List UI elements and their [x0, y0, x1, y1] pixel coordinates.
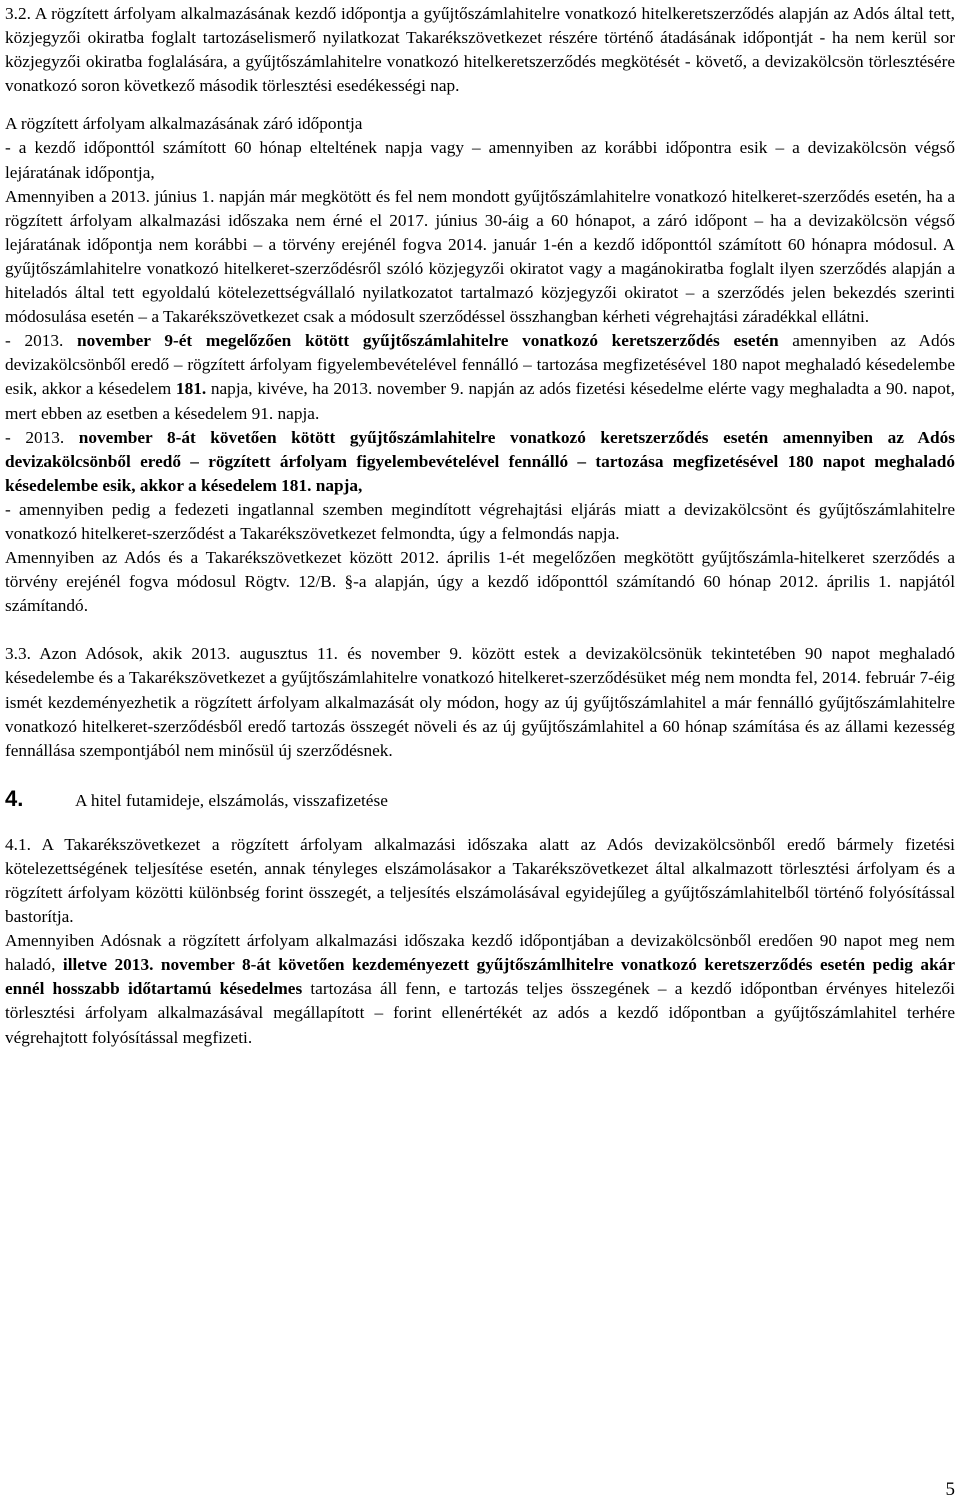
paragraph-2013-november-9: - 2013. november 9-ét megelőzően kötött gyűjtőszámlahitelre vonatkozó keretszerződés esetén amennyiben az Adós devizakölcsönből eredő – rögzített árfolyam figyelembevételével fennálló – tartozása megfizetésével 180 napot meghaladó késedelembe esik, akkor a késedelem 181. napja, kivéve, ha 2013. november 9. napján az adós fizetési késedelme elérte vagy meghaladta a 90. napot, mert ebben az esetben a késedelem 91. napja.	[5, 331, 956, 423]
document-page	[5, 2, 955, 1050]
spacer	[5, 98, 955, 112]
paragraph-overdue-debt: Amennyiben Adósnak a rögzített árfolyam alkalmazási időszaka kezdő időpontjában a devizakölcsönből eredően 90 napot meg nem haladó, illetve 2013. november 8-át követően kezdeményezett gyűjtőszámlhitelre vonatkozó keretszerződés esetén pedig akár ennél hosszabb időtartamú késedelmes tartozása áll fenn, e tartozás teljes összegének – a kezdő időpontban érvényes hitelezői törlesztési árfolyam alkalmazásával megállapított – forint ellenértékét az adós a kezdő időpontban a gyűjtőszámlahitel terhére végrehajtott folyósítással megfizeti.	[5, 931, 955, 1047]
section-number: 4.	[5, 785, 24, 811]
spacer	[5, 618, 955, 642]
paragraph-3-2: 3.2. A rögzített árfolyam alkalmazásának kezdő időpontja a gyűjtőszámlahitelre vonatkozó hitelkeretszerződés alapján az Adós által tett, közjegyzői okiratba foglalt tartozáselismerő nyilatkozat Takarékszövetkezet részére történő átadásának időpontját - ha nem kerül sor közjegyzői okiratba foglalására, a gyűjtőszámlahitelre vonatkozó hitelkeretszerződés megkötését - követő, a devizakölcsön törlesztésére vonatkozó soron következő második törlesztési esedékességi nap.	[5, 4, 955, 96]
section-heading-4	[5, 787, 955, 813]
paragraph-3-3: 3.3. Azon Adósok, akik 2013. augusztus 11. és november 9. között estek a devizakölcsönük tekintetében 90 napot meghaladó késedelembe és a Takarékszövetkezet a gyűjtőszámlahitelre vonatkozó hitelkeret-szerződésüket még nem mondta fel, 2014. február 7-éig ismét kezdeményezhetik a rögzített árfolyam alkalmazását oly módon, hogy az új gyűjtőszámlahitel a már fennálló gyűjtőszámlahitelre vonatkozó hitelkeret-szerződésből eredő tartozás összegét növeli és az új gyűjtőszámlahitel a 60 hónap számítása és az állami kezesség fennállása szempontjából nem minősül új szerződésnek.	[5, 644, 955, 760]
paragraph-2013-june: Amennyiben a 2013. június 1. napján már megkötött és fel nem mondott gyűjtőszámlahitelre vonatkozó hitelkeret-szerződés esetén, ha a rögzített árfolyam alkalmazási időszaka nem érné el 2017. június 30-áig a 60 hónapot, a záró időpont – ha a devizakölcsön végső lejáratának időpontja nem korábbi – a törvény erejénél fogva 2014. január 1-én a kezdő időponttól számított 60 hónapra módosul. A gyűjtőszámlahitelre vonatkozó hitelkeret-szerződésről szóló közjegyzői okiratot vagy a magánokiratba foglalt ilyen szerződés alapján a hiteladós által tett egyoldalú kötelezettségvállaló nyilatkozatot tartalmazó közjegyzői okiratot – a szerződés jelen bekezdés szerinti módosulása esetén – a Takarékszövetkezet csak a módosult szerződéssel összhangban kérheti végrehajtási záradékkal ellátni.	[5, 186, 955, 327]
section-title: A hitel futamideje, elszámolás, visszafizetése	[75, 790, 388, 810]
spacer	[5, 813, 955, 833]
paragraph-2012-april: Amennyiben az Adós és a Takarékszövetkezet között 2012. április 1-ét megelőzően megkötött gyűjtőszámla-hitelkeret szerződés a törvény erejénél fogva módosul Rögtv. 12/B. §-a alapján, úgy a kezdő időponttól számítandó 60 hónap 2012. április 1. napjától számítandó.	[5, 548, 955, 616]
paragraph-foreclosure: - amennyiben pedig a fedezeti ingatlannal szemben megindított végrehajtási eljárás miatt a devizakölcsönt és gyűjtőszámlahitelre vonatkozó hitelkeret-szerződést a Takarékszövetkezet felmondta, úgy a felmondás napja.	[5, 499, 955, 543]
paragraph-closing-date-60-months: - a kezdő időponttól számított 60 hónap elteltének napja vagy – amennyiben az korábbi időpontra esik – a devizakölcsön végső lejáratának időpontja,	[5, 138, 955, 182]
paragraph-closing-date-title: A rögzített árfolyam alkalmazásának záró időpontja	[5, 114, 363, 134]
page-number: 5	[945, 1479, 955, 1500]
spacer	[5, 763, 955, 783]
paragraph-4-1: 4.1. A Takarékszövetkezet a rögzített árfolyam alkalmazási időszaka alatt az Adós devizakölcsönből eredő bármely fizetési kötelezettségének teljesítése esetén, annak tényleges elszámolásakor a Takarékszövetkezet által alkalmazott törlesztési árfolyam és a rögzített árfolyam közötti különbség forint összegét, a teljesítés elszámolásával egyidejűleg a gyűjtőszámlahitelből történő folyósítással bastorítja.	[5, 834, 955, 927]
paragraph-2013-november-8: - 2013. november 8-át követően kötött gyűjtőszámlahitelre vonatkozó keretszerződés esetén amennyiben az Adós devizakölcsönből eredő – rögzített árfolyam figyelembevételével fennálló – tartozása megfizetésével 180 napot meghaladó késedelembe esik, akkor a késedelem 181. napja,	[5, 427, 955, 495]
